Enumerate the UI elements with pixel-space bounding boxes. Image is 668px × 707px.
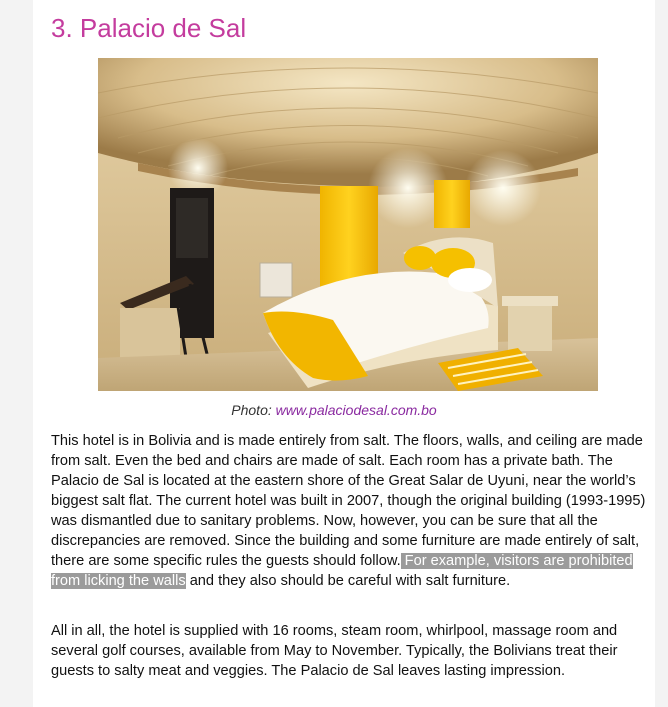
hotel-room-photo: [98, 58, 598, 391]
caption-prefix: Photo:: [231, 402, 276, 418]
paragraph-amenities: All in all, the hotel is supplied with 16 rooms, steam room, whirlpool, massage room and several golf courses, available from May to November. Typically, the Bolivians treat their guests to salty meat and veggies. The Palacio de Sal leaves lasting impression.: [51, 623, 618, 679]
article-title: 3. Palacio de Sal: [51, 13, 247, 43]
photo-caption: [0, 402, 668, 418]
paragraph-description-tail: and they also should be careful with salt furniture.: [185, 573, 511, 589]
paragraph-description-text: This hotel is in Bolivia and is made entirely from salt. The floors, walls, and ceiling are made from salt. Even the bed and chairs are made of salt. Each room has a private bath. The Palacio de Sal is located at the eastern shore of the Great Salar de Uyuni, near the world’s biggest salt flat. The current hotel was built in 2007, though the original building (1993-1995) was dismantled due to sanitary problems. Now, however, you can be sure that all the discrepancies are removed. Since the building and some furniture are made entirely of salt, there are some specific rules the guests should follow.: [51, 433, 646, 569]
selected-text-highlight[interactable]: For example, visitors are prohibited from licking the walls: [51, 553, 633, 589]
photo-source-link[interactable]: www.palaciodesal.com.bo: [275, 402, 437, 418]
paragraph-description: [51, 431, 651, 591]
